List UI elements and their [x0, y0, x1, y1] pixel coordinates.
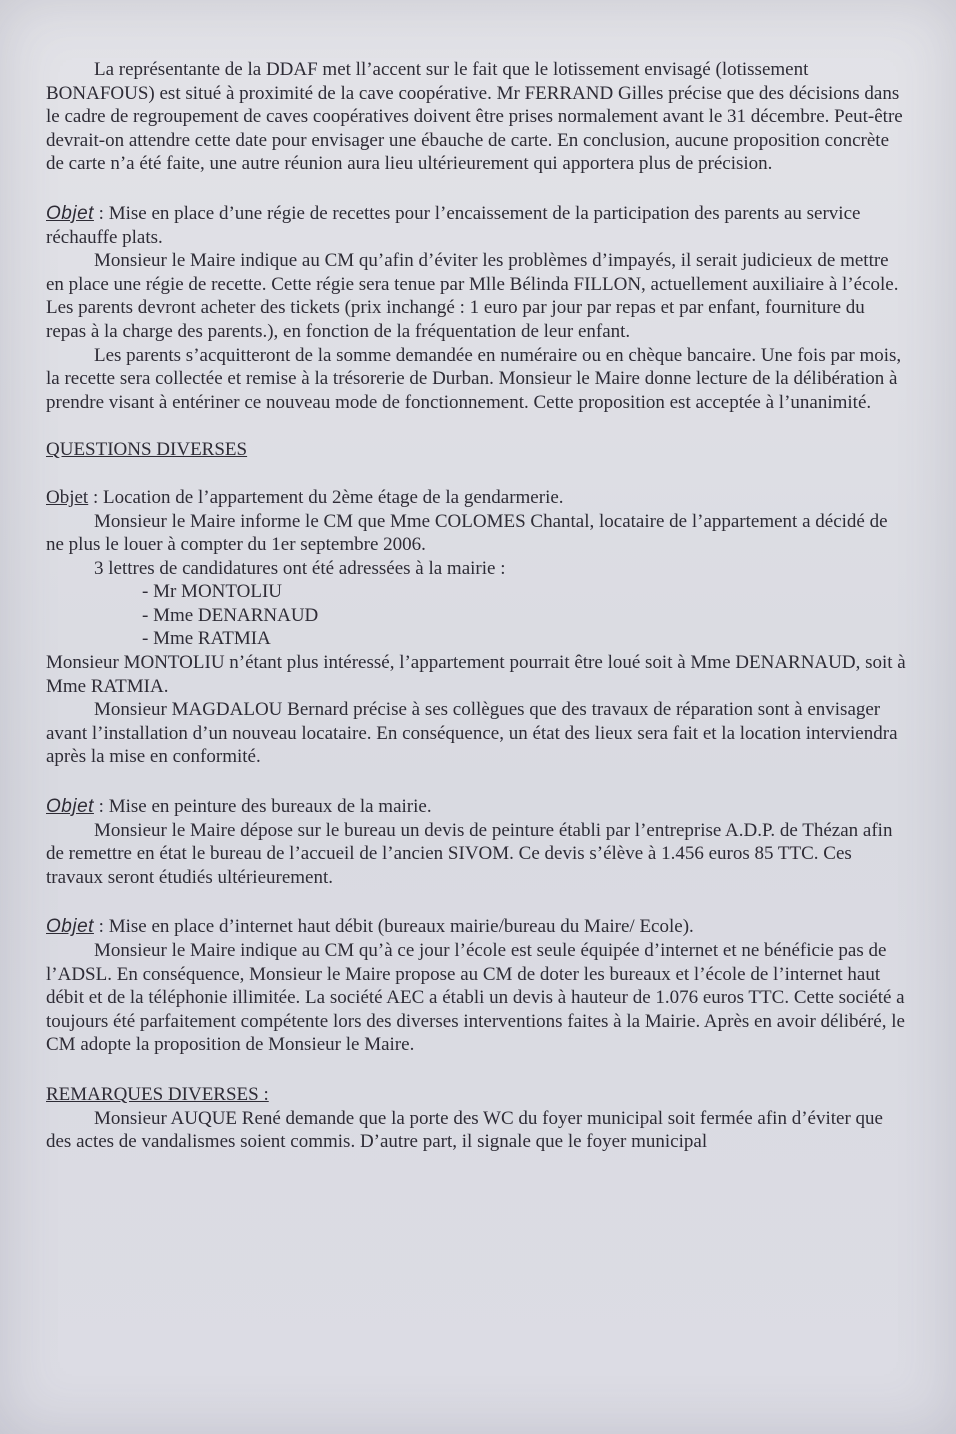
- objet-subject: : Location de l’appartement du 2ème étage de la gendarmerie.: [88, 486, 564, 508]
- objet-subject: : Mise en peinture des bureaux de la mairie.: [93, 796, 432, 818]
- paragraph-ddaf: La représentante de la DDAF met ll’accent sur le fait que le lotissement envisagé (lotissement BONAFOUS) est situé à proximité de la cave coopérative. Mr FERRAND Gilles précise que des décisions dans le cadre de regroupement de caves coopératives doivent être prises normalement avant le 31 décembre. Peut-être devrait-on attendre cette date pour envisager une ébauche de carte. En conclusion, aucune proposition concrète de carte n’a été faite, une autre réunion aura lieu ultérieurement qui apportera plus de précision.: [46, 59, 903, 175]
- objet-label: Objet: [46, 796, 94, 818]
- paragraph: Monsieur le Maire informe le CM que Mme COLOMES Chantal, locataire de l’appartement a décidé de ne plus le louer à compter du 1er septembre 2006.: [46, 510, 888, 556]
- candidate-list: [46, 580, 908, 651]
- objet-line: [46, 486, 908, 510]
- section-heading-remarques-diverses: REMARQUES DIVERSES :: [46, 1083, 269, 1105]
- section-location-appartement: [46, 486, 908, 769]
- list-item: - Mr MONTOLIU: [142, 581, 283, 603]
- paragraph: Les parents s’acquitteront de la somme demandée en numéraire ou en chèque bancaire. Une fois par mois, la recette sera collectée et remise à la trésorerie de Durban. Monsieur le Maire donne lecture de la délibération à prendre visant à entériner ce nouveau mode de fonctionnement. Cette proposition est acceptée à l’unanimité.: [46, 344, 902, 413]
- spacer: [46, 414, 908, 438]
- spacer: [46, 462, 908, 486]
- section-regie-recettes: [46, 202, 908, 414]
- paragraph: Monsieur MAGDALOU Bernard précise à ses collègues que des travaux de réparation sont à envisager avant l’installation d’un nouveau locataire. En conséquence, un état des lieux sera fait et la location interviendra après la mise en conformité.: [46, 699, 898, 768]
- objet-label: Objet: [46, 486, 89, 508]
- paragraph: Monsieur le Maire indique au CM qu’à ce jour l’école est seule équipée d’internet et ne bénéficie pas de l’ADSL. En conséquence, Monsieur le Maire propose au CM de doter les bureaux et l’école de l’internet haut débit et de la téléphonie illimitée. La société AEC a établi un devis à hauteur de 1.076 euros TTC. Cette société a toujours été parfaitement compétente lors des diverses interventions faites à la Mairie. Après en avoir délibéré, le CM adopte la proposition de Monsieur le Maire.: [46, 940, 905, 1056]
- paragraph: Monsieur le Maire indique au CM qu’afin d’éviter les problèmes d’impayés, il serait judicieux de mettre en place une régie de recette. Cette régie sera tenue par Mlle Bélinda FILLON, actuellement auxiliaire à l’école. Les parents devront acheter des tickets (prix inchangé : 1 euro par jour par repas et par enfant, fourniture du repas à la charge des parents.), en fonction de la fréquentation de leur enfant.: [46, 250, 899, 342]
- section-peinture-bureaux: [46, 795, 908, 889]
- spacer: [46, 1057, 908, 1083]
- objet-line: [46, 202, 908, 249]
- paragraph: Monsieur AUQUE René demande que la porte des WC du foyer municipal soit fermée afin d’éviter que des actes de vandalismes soient commis. D’autre part, il signale que le foyer municipal: [46, 1107, 883, 1153]
- list-item: - Mme RATMIA: [142, 628, 271, 650]
- paragraph: Monsieur le Maire dépose sur le bureau un devis de peinture établi par l’entreprise A.D.P. de Thézan afin de remettre en état le bureau de l’accueil de l’ancien SIVOM. Ce devis s’élève à 1.456 euros 85 TTC. Ces travaux seront étudiés ultérieurement.: [46, 819, 893, 888]
- objet-line: [46, 915, 908, 939]
- objet-subject: : Mise en place d’une régie de recettes pour l’encaissement de la participation des parents au service réchauffe plats.: [46, 202, 861, 248]
- spacer: [46, 889, 908, 915]
- spacer: [46, 176, 908, 202]
- objet-subject: : Mise en place d’internet haut débit (bureaux mairie/bureau du Maire/ Ecole).: [93, 916, 694, 938]
- objet-line: [46, 795, 908, 819]
- paragraph: Monsieur MONTOLIU n’étant plus intéressé, l’appartement pourrait être loué soit à Mme DENARNAUD, soit à Mme RATMIA.: [46, 652, 906, 697]
- section-heading-questions-diverses: QUESTIONS DIVERSES: [46, 439, 248, 461]
- spacer: [46, 769, 908, 795]
- objet-label: Objet: [46, 916, 94, 938]
- section-remarques-diverses: [46, 1083, 908, 1154]
- paragraph: 3 lettres de candidatures ont été adressées à la mairie :: [94, 557, 506, 579]
- objet-label: Objet: [46, 202, 94, 224]
- list-item: - Mme DENARNAUD: [142, 604, 319, 626]
- section-internet-haut-debit: [46, 915, 908, 1057]
